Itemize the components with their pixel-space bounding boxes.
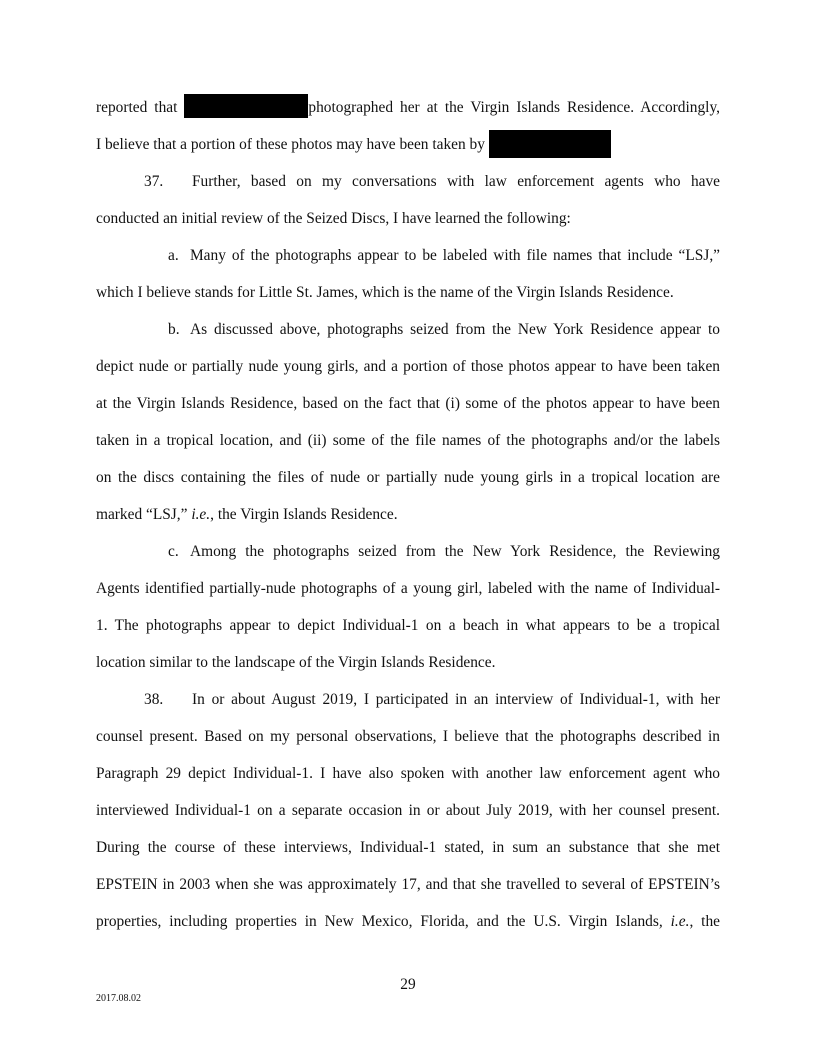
text-fragment: taken in a tropical location, and (ii) some of the file names of the photographs and/or the labels	[96, 432, 720, 449]
item-b-line	[96, 348, 720, 385]
text-fragment: I believe that a portion of these photos may have been taken by	[96, 136, 489, 153]
document-body	[96, 89, 720, 940]
item-b-line	[96, 422, 720, 459]
redaction-block	[184, 94, 308, 118]
text-fragment: location similar to the landscape of the Virgin Islands Residence.	[96, 654, 496, 671]
paragraph-38-line	[96, 755, 720, 792]
paragraph-38-line	[96, 681, 720, 718]
text-fragment: interviewed Individual-1 on a separate occasion in or about July 2019, with her counsel present.	[96, 802, 720, 819]
paragraph-37-line	[96, 200, 720, 237]
item-b-line	[96, 385, 720, 422]
item-label: c.	[168, 543, 179, 560]
paragraph-number: 37.	[144, 173, 164, 190]
item-a-line	[96, 237, 720, 274]
text-line	[96, 126, 720, 163]
text-fragment: reported that	[96, 99, 185, 116]
italic-text: i.e.	[670, 913, 690, 930]
text-fragment: conducted an initial review of the Seized Discs, I have learned the following:	[96, 210, 571, 227]
text-fragment: Many of the photographs appear to be labeled with file names that include “LSJ,”	[190, 247, 720, 264]
item-label: b.	[168, 321, 180, 338]
paragraph-37-line	[96, 163, 720, 200]
item-b-line	[96, 459, 720, 496]
text-fragment: Agents identified partially-nude photographs of a young girl, labeled with the name of Individual-	[96, 580, 720, 597]
item-c-line	[96, 644, 720, 681]
text-fragment: 1. The photographs appear to depict Individual-1 on a beach in what appears to be a tropical	[96, 617, 720, 634]
text-fragment: Further, based on my conversations with law enforcement agents who have	[192, 173, 720, 190]
item-c-line	[96, 607, 720, 644]
paragraph-number: 38.	[144, 691, 164, 708]
text-fragment: , the Virgin Islands Residence.	[210, 506, 398, 523]
italic-text: i.e.	[191, 506, 211, 523]
text-line	[96, 89, 720, 126]
item-b-line	[96, 496, 720, 533]
footer-date-code: 2017.08.02	[96, 993, 141, 1004]
text-fragment: EPSTEIN in 2003 when she was approximately 17, and that she travelled to several of EPSTEIN’s	[96, 876, 720, 893]
text-fragment: marked “LSJ,”	[96, 506, 192, 523]
text-fragment: counsel present. Based on my personal observations, I believe that the photographs described in	[96, 728, 720, 745]
text-fragment: In or about August 2019, I participated in an interview of Individual-1, with her	[192, 691, 720, 708]
paragraph-38-line	[96, 792, 720, 829]
page-number: 29	[400, 976, 416, 993]
redaction-block	[489, 130, 611, 158]
paragraph-38-line	[96, 829, 720, 866]
italic-text: ,	[658, 913, 671, 930]
text-fragment: Among the photographs seized from the New York Residence, the Reviewing	[190, 543, 720, 560]
item-b-line	[96, 311, 720, 348]
paragraph-38-line	[96, 903, 720, 940]
item-a-line	[96, 274, 720, 311]
paragraph-38-line	[96, 866, 720, 903]
paragraph-38-line	[96, 718, 720, 755]
text-fragment: depict nude or partially nude young girls, and a portion of those photos appear to have been taken	[96, 358, 720, 375]
text-fragment: , the	[689, 913, 720, 930]
text-fragment: on the discs containing the files of nude or partially nude young girls in a tropical location are	[96, 469, 720, 486]
text-fragment: Paragraph 29 depict Individual-1. I have also spoken with another law enforcement agent who	[96, 765, 720, 782]
text-fragment: photographed her at the Virgin Islands Residence. Accordingly,	[308, 99, 720, 116]
text-fragment: which I believe stands for Little St. James, which is the name of the Virgin Islands Residence.	[96, 284, 674, 301]
text-fragment: As discussed above, photographs seized from the New York Residence appear to	[190, 321, 720, 338]
text-fragment: at the Virgin Islands Residence, based on the fact that (i) some of the photos appear to have been	[96, 395, 720, 412]
text-fragment: properties, including properties in New Mexico, Florida, and the U.S. Virgin Islands	[96, 913, 659, 930]
item-label: a.	[168, 247, 179, 264]
text-fragment: During the course of these interviews, Individual-1 stated, in sum an substance that she met	[96, 839, 720, 856]
item-c-line	[96, 570, 720, 607]
item-c-line	[96, 533, 720, 570]
